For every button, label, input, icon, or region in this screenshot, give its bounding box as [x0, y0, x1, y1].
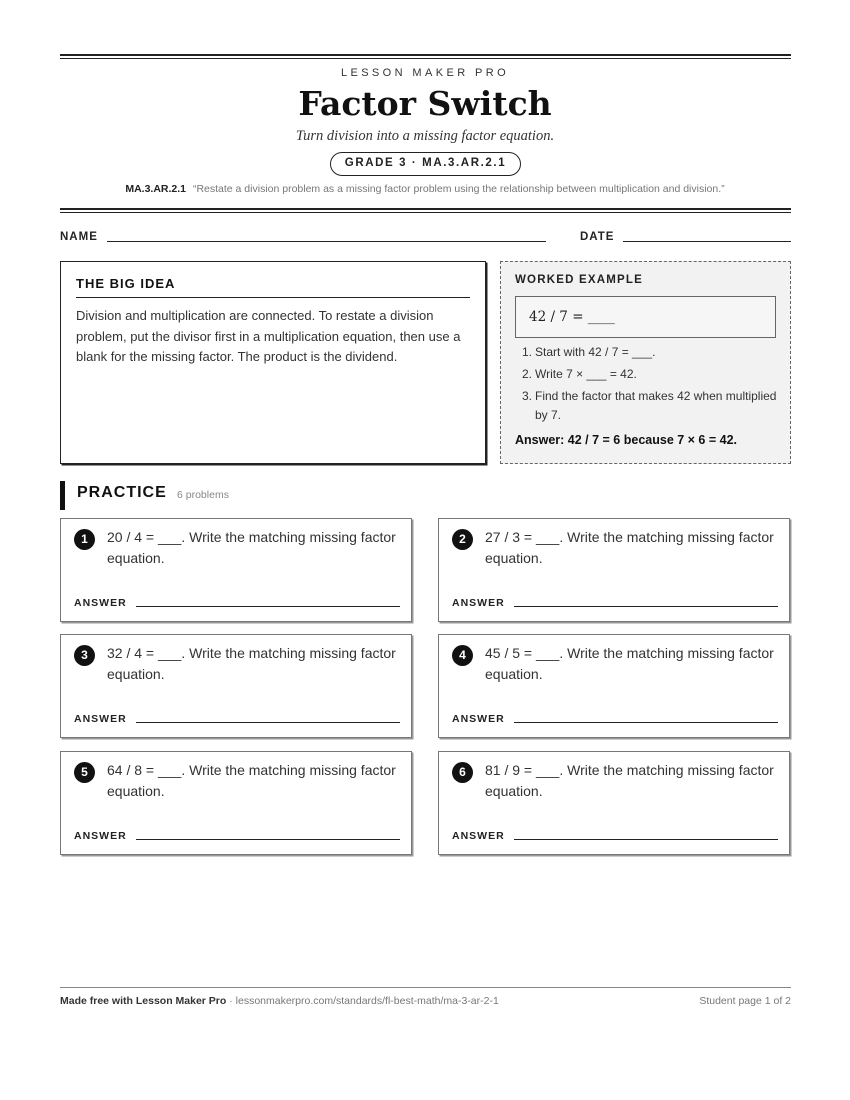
answer-field[interactable] — [136, 839, 400, 840]
example-step — [515, 365, 780, 384]
worked-example-title: WORKED EXAMPLE — [515, 274, 643, 286]
step-number: 2. — [522, 367, 533, 381]
problem-card-3 — [60, 634, 412, 738]
big-idea-text: Division and multiplication are connected. To restate a division problem, put the divisor first in a multiplication equation, then use a blank for the missing factor. The product is the dividend. — [76, 308, 461, 364]
problem-number-badge: 5 — [74, 762, 95, 783]
example-steps — [515, 343, 780, 428]
practice-title: PRACTICE — [77, 484, 167, 501]
answer-field[interactable] — [514, 606, 778, 607]
header-rule-upper — [60, 208, 791, 210]
date-field[interactable] — [623, 241, 791, 242]
answer-label: ANSWER — [74, 597, 127, 609]
footer-page-number: Student page 1 of 2 — [699, 995, 791, 1007]
step-number: 1. — [522, 345, 533, 359]
practice-count: 6 problems — [177, 489, 229, 501]
problem-prompt: 32 / 4 = ___. Write the matching missing factor equation. — [107, 645, 396, 682]
header-rule-lower — [60, 212, 791, 213]
answer-field[interactable] — [136, 606, 400, 607]
top-rule-lower — [60, 58, 791, 59]
standard-code: MA.3.AR.2.1 — [125, 183, 187, 195]
brand-name: LESSON MAKER PRO — [340, 67, 510, 79]
problem-prompt: 27 / 3 = ___. Write the matching missing factor equation. — [485, 529, 774, 566]
step-text: Write 7 × ___ = 42. — [535, 367, 637, 381]
problem-card-2 — [438, 518, 790, 622]
example-expression: 42 / 7 = ____ — [515, 296, 776, 338]
grade-badge: GRADE 3 · MA.3.AR.2.1 — [330, 152, 521, 176]
answer-label: ANSWER — [74, 830, 127, 842]
answer-field[interactable] — [514, 839, 778, 840]
date-label: DATE — [580, 231, 615, 243]
footer-rule — [60, 987, 791, 988]
answer-label: ANSWER — [452, 713, 505, 725]
worked-example-panel — [500, 261, 791, 464]
problem-card-5 — [60, 751, 412, 855]
big-idea-panel — [60, 261, 486, 464]
problem-prompt: 81 / 9 = ___. Write the matching missing factor equation. — [485, 762, 774, 799]
problem-card-6 — [438, 751, 790, 855]
example-answer: Answer: 42 / 7 = 6 because 7 × 6 = 42. — [515, 433, 738, 447]
name-field[interactable] — [107, 241, 546, 242]
problem-card-1 — [60, 518, 412, 622]
answer-label: ANSWER — [452, 830, 505, 842]
example-step — [515, 343, 780, 362]
step-text: Start with 42 / 7 = ___. — [535, 345, 656, 359]
step-text: Find the factor that makes 42 when multiplied by 7. — [535, 389, 777, 422]
answer-field[interactable] — [136, 722, 400, 723]
answer-label: ANSWER — [74, 713, 127, 725]
big-idea-title: THE BIG IDEA — [76, 276, 470, 298]
standard-text: “Restate a division problem as a missing factor problem using the relationship between multiplication and division.” — [192, 183, 725, 195]
step-number: 3. — [522, 389, 533, 403]
standard-line — [0, 183, 850, 195]
worksheet-subtitle: Turn division into a missing factor equation. — [295, 128, 555, 144]
problem-card-4 — [438, 634, 790, 738]
footer-credit — [60, 995, 499, 1007]
name-label: NAME — [60, 231, 98, 243]
problem-prompt: 45 / 5 = ___. Write the matching missing factor equation. — [485, 645, 774, 682]
problem-number-badge: 4 — [452, 645, 473, 666]
worksheet-title: Factor Switch — [298, 84, 552, 123]
problem-prompt: 64 / 8 = ___. Write the matching missing factor equation. — [107, 762, 396, 799]
answer-label: ANSWER — [452, 597, 505, 609]
problem-number-badge: 6 — [452, 762, 473, 783]
problem-prompt: 20 / 4 = ___. Write the matching missing factor equation. — [107, 529, 396, 566]
footer-url[interactable]: · lessonmakerpro.com/standards/fl-best-math/ma-3-ar-2-1 — [226, 995, 499, 1007]
problem-number-badge: 2 — [452, 529, 473, 550]
practice-accent-bar — [60, 481, 65, 510]
top-rule-upper — [60, 54, 791, 56]
answer-field[interactable] — [514, 722, 778, 723]
problem-number-badge: 3 — [74, 645, 95, 666]
footer-made-with: Made free with Lesson Maker Pro — [60, 995, 227, 1007]
example-step — [515, 387, 780, 424]
problem-number-badge: 1 — [74, 529, 95, 550]
